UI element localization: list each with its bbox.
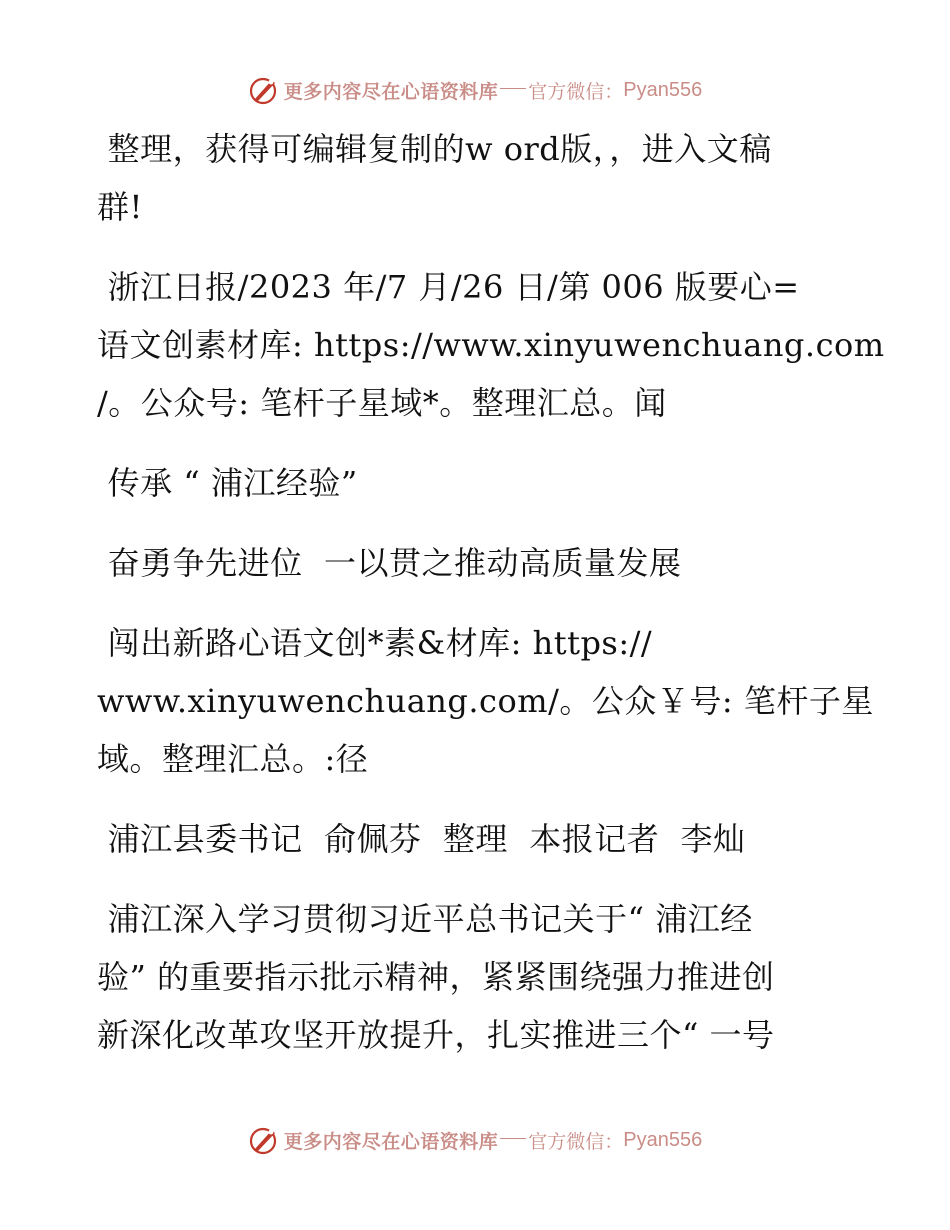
paragraph [97, 614, 874, 788]
document-body [97, 120, 885, 1064]
text-line: 域。整理汇总。:径 [97, 740, 369, 778]
text-line: 传承 “ 浦江经验” [97, 464, 358, 502]
header-watermark-banner [0, 70, 950, 110]
watermark-wechat-id: Pyan556 [623, 78, 703, 101]
text-line: 奋勇争先进位 一以贯之推动高质量发展 [97, 544, 682, 582]
text-line: /。公众号: 笔杆子星域*。整理汇总。闻 [97, 384, 667, 422]
text-line: 群! [97, 188, 143, 226]
watermark-text: 更多内容尽在心语资料库 [283, 80, 499, 103]
watermark-dash [500, 1138, 526, 1139]
paragraph [97, 120, 857, 236]
watermark-wechat-label: 官方微信： [528, 1130, 624, 1153]
watermark-wechat-id: Pyan556 [623, 1128, 703, 1151]
footer-watermark-banner [0, 1120, 950, 1160]
text-line: 语文创素材库: https://www.xinyuwenchuang.com [97, 326, 885, 364]
watermark-text: 更多内容尽在心语资料库 [283, 1130, 499, 1153]
quill-pen-logo-icon [248, 74, 280, 106]
text-line: www.xinyuwenchuang.com/。公众￥号: 笔杆子星 [97, 682, 874, 720]
paragraph [97, 534, 857, 592]
text-line: 新深化改革攻坚开放提升，扎实推进三个“ 一号 [97, 1016, 775, 1054]
watermark-wechat-label: 官方微信： [528, 80, 624, 103]
watermark-dash [500, 88, 526, 89]
text-line: 浦江县委书记 俞佩芬 整理 本报记者 李灿 [97, 820, 746, 858]
text-line: 闯出新路心语文创*素&材库: https:// [97, 624, 653, 662]
text-line: 验” 的重要指示批示精神，紧紧围绕强力推进创 [97, 958, 775, 996]
text-line: 浦江深入学习贯彻习近平总书记关于“ 浦江经 [97, 900, 753, 938]
paragraph [97, 890, 857, 1064]
text-line: 浙江日报/2023 年/7 月/26 日/第 006 版要心= [97, 268, 800, 306]
paragraph [97, 810, 857, 868]
paragraph [97, 454, 857, 512]
text-line: 整理，获得可编辑复制的w ord版，，进入文稿 [97, 130, 772, 168]
paragraph [97, 258, 885, 432]
quill-pen-logo-icon [248, 1124, 280, 1156]
